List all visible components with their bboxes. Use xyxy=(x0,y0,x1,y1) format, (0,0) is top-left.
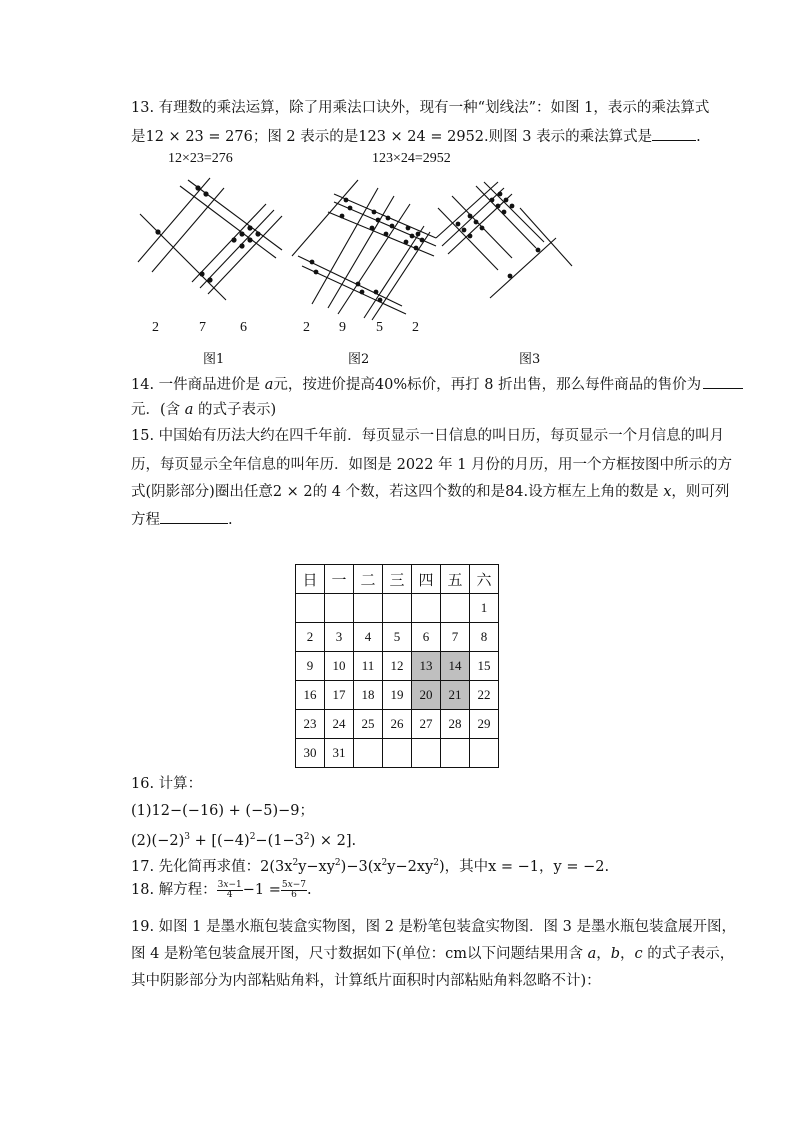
calendar-table xyxy=(295,564,499,768)
day-cell xyxy=(441,594,470,623)
day-cell: 28 xyxy=(441,710,470,739)
day-cell: 27 xyxy=(412,710,441,739)
q15-line4 xyxy=(131,509,233,530)
q14-line1 xyxy=(131,374,743,395)
q17-seg: )−3(x xyxy=(340,858,382,875)
fig1-label: 图1 xyxy=(203,352,225,367)
day-cell xyxy=(354,594,383,623)
day-cell: 6 xyxy=(412,623,441,652)
fig2-label: 图2 xyxy=(348,352,370,367)
day-cell xyxy=(412,594,441,623)
day-cell: 25 xyxy=(354,710,383,739)
fig2-digit: 9 xyxy=(339,320,346,335)
day-cell: 1 xyxy=(470,594,499,623)
q16-part2 xyxy=(131,827,356,851)
q14-line1-text: 14. 一件商品进价是 𝑎元，按进价提高40%标价，再打 8 折出售，那么每件商品的售价为 xyxy=(131,377,702,393)
day-cell: 3 xyxy=(325,623,354,652)
q16-exponent: 2 xyxy=(249,832,256,842)
q17-exponent: 2 xyxy=(334,858,341,868)
q16-part2-seg: (2)(−2) xyxy=(131,832,185,849)
day-cell: 29 xyxy=(470,710,499,739)
q15-line2: 历，每页显示全年信息的叫年历．如图是 2022 年 1 月份的月历，用一个方框按图中所示的方 xyxy=(131,457,733,473)
q15-line1: 15. 中国始有历法大约在四千年前．每页显示一日信息的叫日历，每页显示一个月信息的叫月 xyxy=(131,428,725,444)
day-cell xyxy=(325,594,354,623)
q16-part2-seg: + [(−4) xyxy=(189,832,250,849)
q15-line3: 式(阴影部分)圈出任意2 × 2的 4 个数，若这四个数的和是84.设方框左上角的数是 𝑥，则可列 xyxy=(131,484,730,500)
fig2-digit: 5 xyxy=(376,320,383,335)
day-cell: 11 xyxy=(354,652,383,681)
day-cell xyxy=(383,739,412,768)
q16-title: 16. 计算： xyxy=(131,776,203,792)
weekday-cell: 三 xyxy=(383,565,412,594)
q16-exponent: 2 xyxy=(303,832,310,842)
fig2-digit: 2 xyxy=(303,320,310,335)
frac-denominator: 6 xyxy=(291,889,297,900)
q18-fraction-1 xyxy=(217,881,243,900)
day-cell: 17 xyxy=(325,681,354,710)
day-cell xyxy=(383,594,412,623)
day-cell xyxy=(470,739,499,768)
q17-exponent: 2 xyxy=(433,858,439,868)
q16-part2-seg: ) × 2]. xyxy=(309,832,357,849)
day-cell: 4 xyxy=(354,623,383,652)
day-cell-highlighted: 20 xyxy=(412,681,441,710)
day-cell: 26 xyxy=(383,710,412,739)
day-cell: 31 xyxy=(325,739,354,768)
weekday-cell: 五 xyxy=(441,565,470,594)
calendar-header-row xyxy=(296,565,499,594)
day-cell-highlighted: 14 xyxy=(441,652,470,681)
day-cell xyxy=(354,739,383,768)
weekday-cell: 一 xyxy=(325,565,354,594)
fig2-digit: 2 xyxy=(412,320,419,335)
day-cell: 30 xyxy=(296,739,325,768)
day-cell-highlighted: 13 xyxy=(412,652,441,681)
q16-part1: (1)12−(−16) + (−5)−9； xyxy=(131,803,314,819)
q17-seg: 17. 先化简再求值：2(3x xyxy=(131,858,293,875)
fig2-formula: 123×24=2952 xyxy=(372,151,451,166)
fig3-label: 图3 xyxy=(519,352,541,367)
day-cell: 10 xyxy=(325,652,354,681)
fig1-digit: 2 xyxy=(152,320,159,335)
figure-1-diagram xyxy=(130,170,290,310)
day-cell xyxy=(412,739,441,768)
q18-seg: −1 = xyxy=(242,882,281,898)
q13-line2-end: . xyxy=(696,129,701,145)
q17-exponent: 2 xyxy=(292,858,299,868)
day-cell: 23 xyxy=(296,710,325,739)
calendar-week-row xyxy=(296,594,499,623)
calendar-week-row xyxy=(296,739,499,768)
day-cell: 22 xyxy=(470,681,499,710)
q18-fraction-2 xyxy=(281,881,307,900)
q16-exponent: 3 xyxy=(184,832,190,842)
calendar-week-row xyxy=(296,681,499,710)
weekday-cell: 六 xyxy=(470,565,499,594)
q18-seg: 18. 解方程： xyxy=(131,882,217,898)
fig1-formula: 12×23=276 xyxy=(168,151,233,166)
weekday-cell: 四 xyxy=(412,565,441,594)
day-cell xyxy=(296,594,325,623)
q17-seg: )，其中x = −1，y = −2. xyxy=(438,858,610,875)
q13-answer-blank[interactable] xyxy=(652,126,696,141)
q13-line1: 13. 有理数的乘法运算，除了用乘法口诀外，现有一种“划线法”：如图 1，表示的乘法算式 xyxy=(131,100,710,116)
q18-seg: . xyxy=(306,882,312,898)
frac-numerator: 3𝑥−1 xyxy=(217,879,242,890)
q13-line2-text: 是12 × 23 = 276；图 2 表示的是123 × 24 = 2952.则图 3 表示的乘法算式是 xyxy=(131,129,653,145)
day-cell xyxy=(441,739,470,768)
day-cell: 9 xyxy=(296,652,325,681)
q14-line2: 元．(含 𝑎 的式子表示) xyxy=(131,402,277,418)
day-cell: 2 xyxy=(296,623,325,652)
q19-line3: 其中阴影部分为内部粘贴角料，计算纸片面积时内部粘贴角料忽略不计)： xyxy=(131,973,601,989)
day-cell: 8 xyxy=(470,623,499,652)
q15-line4-end: . xyxy=(228,512,233,528)
q17-seg: y−xy xyxy=(298,858,335,875)
frac-numerator: 5𝑥−7 xyxy=(281,879,306,890)
day-cell: 5 xyxy=(383,623,412,652)
weekday-cell: 二 xyxy=(354,565,383,594)
q18-line xyxy=(131,880,312,900)
day-cell: 15 xyxy=(470,652,499,681)
q13-line2 xyxy=(131,126,701,147)
fig1-digit: 7 xyxy=(199,320,206,335)
day-cell-highlighted: 21 xyxy=(441,681,470,710)
day-cell: 7 xyxy=(441,623,470,652)
calendar-week-row xyxy=(296,710,499,739)
figure-2-diagram xyxy=(288,176,438,326)
q16-part2-seg: −(1−3 xyxy=(255,832,304,849)
frac-denominator: 4 xyxy=(226,889,233,900)
q19-line1: 19. 如图 1 是墨水瓶包装盒实物图，图 2 是粉笔包装盒实物图．图 3 是墨水瓶包装盒展开图， xyxy=(131,919,736,935)
day-cell: 16 xyxy=(296,681,325,710)
day-cell: 19 xyxy=(383,681,412,710)
q17-exponent: 2 xyxy=(381,858,388,868)
figure-3-diagram xyxy=(432,178,582,308)
day-cell: 24 xyxy=(325,710,354,739)
day-cell: 18 xyxy=(354,681,383,710)
day-cell: 12 xyxy=(383,652,412,681)
calendar-week-row xyxy=(296,652,499,681)
calendar-week-row xyxy=(296,623,499,652)
q19-line2: 图 4 是粉笔包装盒展开图，尺寸数据如下(单位：cm以下问题结果用含 𝑎，𝑏，𝑐 的式子表示， xyxy=(131,946,735,962)
fig1-digit: 6 xyxy=(240,320,247,335)
weekday-cell: 日 xyxy=(296,565,325,594)
q17-seg: y−2xy xyxy=(387,858,434,875)
q15-answer-blank[interactable] xyxy=(160,509,228,524)
q17-line xyxy=(131,853,609,877)
q14-answer-blank[interactable] xyxy=(703,374,743,389)
q15-line4-text: 方程 xyxy=(131,512,160,528)
